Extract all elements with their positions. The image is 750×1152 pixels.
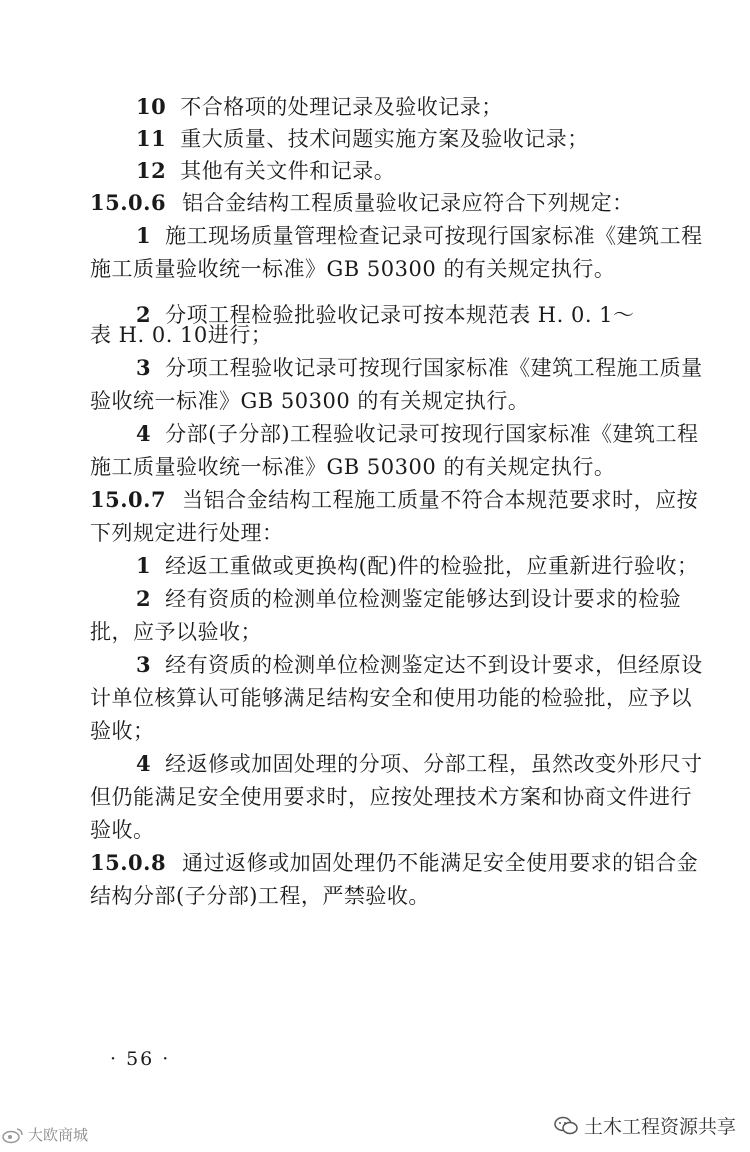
item-number: 1: [136, 553, 152, 578]
item-number: 11: [136, 126, 167, 151]
clause-line: [136, 749, 710, 779]
item-number: 3: [136, 355, 152, 380]
item-text: 分项工程验收记录可按现行国家标准《建筑工程施工质量: [165, 356, 703, 380]
watermark-left: [2, 1124, 88, 1145]
section-heading: [90, 848, 710, 878]
weibo-icon: [2, 1126, 24, 1144]
section-number: 15.0.7: [90, 487, 167, 512]
item-text: 经有资质的检测单位检测鉴定达不到设计要求，但经原设: [165, 653, 703, 677]
clause-line-cont: 表 H. 0. 10进行；: [90, 323, 273, 347]
watermark-text: 大欧商城: [28, 1126, 89, 1144]
clause-line: [136, 419, 710, 449]
item-number: 10: [136, 94, 167, 119]
item-number: 2: [136, 302, 152, 327]
clause-line: [136, 353, 710, 383]
item-text: 不合格项的处理记录及验收记录；: [180, 95, 503, 119]
list-item: [136, 124, 710, 154]
clause-line-cont: 验收。: [90, 818, 155, 842]
clause-line-cont: 验收；: [90, 719, 155, 743]
item-number: 4: [136, 751, 152, 776]
clause-line-cont: 验收统一标准》GB 50300 的有关规定执行。: [90, 389, 530, 413]
clause-line-cont: 但仍能满足安全使用要求时，应按处理技术方案和协商文件进行: [90, 785, 692, 809]
section-title: 铝合金结构工程质量验收记录应符合下列规定：: [182, 191, 634, 215]
item-number: 3: [136, 652, 152, 677]
item-text: 经返修或加固处理的分项、分部工程，虽然改变外形尺寸: [165, 752, 703, 776]
section-title: 通过返修或加固处理仍不能满足安全使用要求的铝合金: [182, 851, 699, 875]
item-text: 重大质量、技术问题实施方案及验收记录；: [180, 127, 589, 151]
item-number: 12: [136, 158, 167, 183]
clause-line: [136, 551, 710, 581]
clause-line-cont: 施工质量验收统一标准》GB 50300 的有关规定执行。: [90, 257, 616, 281]
section-title-cont: 结构分部(子分部)工程，严禁验收。: [90, 884, 430, 908]
clause-line-cont: 批，应予以验收；: [90, 620, 262, 644]
section-heading: [90, 485, 710, 515]
item-number: 1: [136, 223, 152, 248]
page-number: · 56 ·: [110, 1048, 171, 1070]
item-text: 分部(子分部)工程验收记录可按现行国家标准《建筑工程: [165, 422, 699, 446]
item-number: 4: [136, 421, 152, 446]
list-item: [136, 156, 710, 186]
wechat-icon: [554, 1116, 578, 1136]
item-text: 施工现场质量管理检查记录可按现行国家标准《建筑工程: [165, 224, 703, 248]
clause-line: [136, 584, 710, 614]
watermark-right: [554, 1112, 736, 1139]
item-text: 经返工重做或更换构(配)件的检验批，应重新进行验收；: [165, 554, 699, 578]
item-text: 经有资质的检测单位检测鉴定能够达到设计要求的检验: [165, 587, 682, 611]
section-title: 当铝合金结构工程施工质量不符合本规范要求时，应按: [182, 488, 699, 512]
item-text: 其他有关文件和记录。: [180, 159, 396, 183]
clause-line-cont: 计单位核算认可能够满足结构安全和使用功能的检验批，应予以: [90, 686, 692, 710]
section-title-cont: 下列规定进行处理：: [90, 521, 284, 545]
item-text: 分项工程检验批验收记录可按本规范表 H. 0. 1～: [165, 303, 635, 327]
list-item: [136, 92, 710, 122]
watermark-text: 土木工程资源共享: [583, 1116, 736, 1138]
section-number: 15.0.8: [90, 850, 167, 875]
clause-line: [136, 650, 710, 680]
clause-line-cont: 施工质量验收统一标准》GB 50300 的有关规定执行。: [90, 455, 616, 479]
section-heading: [90, 188, 710, 218]
item-number: 2: [136, 586, 152, 611]
section-number: 15.0.6: [90, 190, 167, 215]
clause-line: [136, 221, 710, 251]
